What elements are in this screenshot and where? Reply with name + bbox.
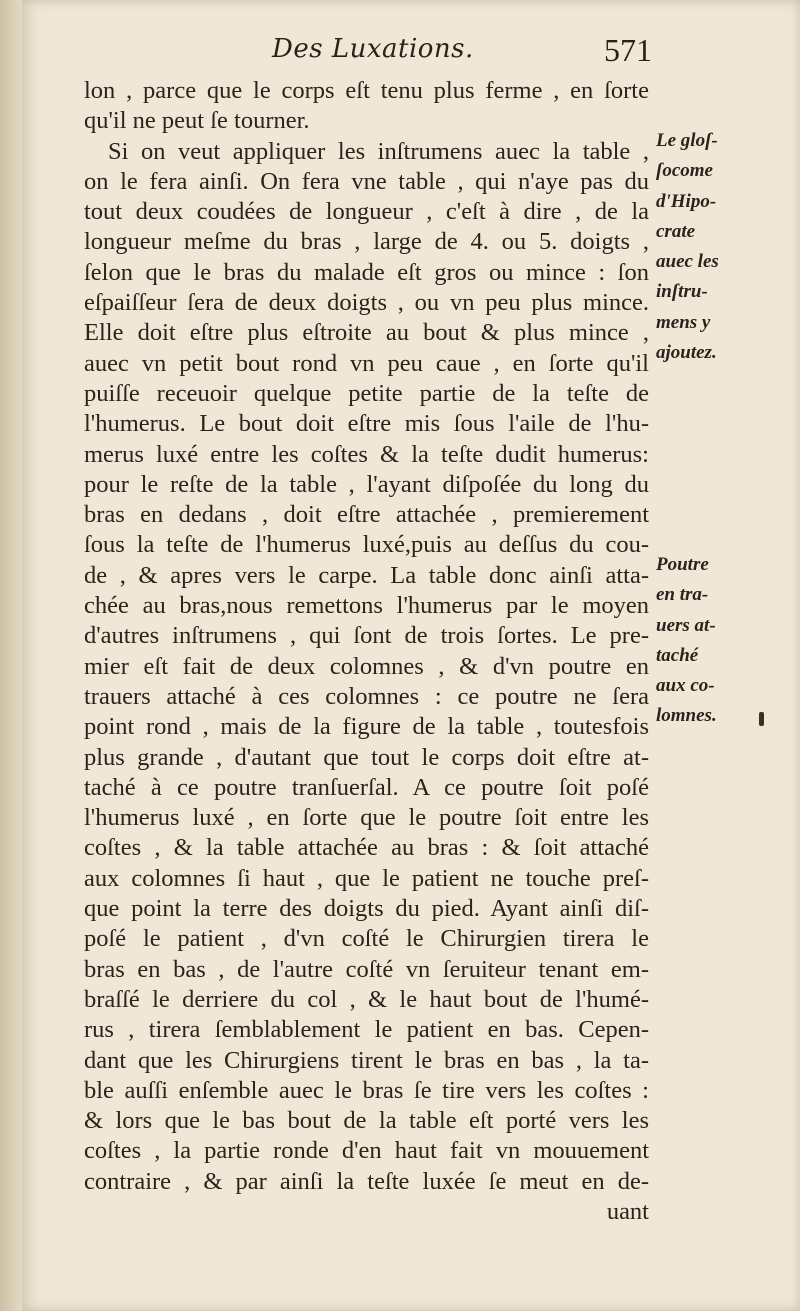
text-line: merus luxé entre les coſtes & la teſte dudit humerus: bbox=[84, 440, 649, 468]
text-line: de , & apres vers le carpe. La table donc ainſi atta- bbox=[84, 561, 649, 589]
text-line: taché à ce poutre tranſuerſal. A ce poutre ſoit poſé bbox=[84, 773, 649, 801]
text-line: pour le reſte de la table , l'ayant diſpoſée du long du bbox=[84, 470, 649, 498]
page-header bbox=[272, 34, 652, 74]
text-line: qu'il ne peut ſe tourner. bbox=[84, 107, 310, 135]
text-line: mier eſt fait de deux colomnes , & d'vn poutre en bbox=[84, 652, 649, 680]
text-line: bras en dedans , doit eſtre attachée , premierement bbox=[84, 501, 649, 529]
margin-note-line: d'Hipo- bbox=[656, 190, 717, 212]
text-line: auec vn petit bout rond vn peu caue , en ſorte qu'il bbox=[84, 349, 649, 377]
margin-note-line: Poutre bbox=[656, 554, 709, 575]
page-gutter-shadow bbox=[0, 0, 24, 1311]
margin-note-line: auec les bbox=[656, 251, 719, 273]
text-line: Si on veut appliquer les inſtrumens auec la table , bbox=[108, 137, 649, 165]
text-line: aux colomnes ſi haut , que le patient ne touche preſ- bbox=[84, 864, 649, 892]
text-line: puiſſe receuoir quelque petite partie de la teſte de bbox=[84, 379, 649, 407]
page-number: 571 bbox=[604, 32, 652, 68]
text-line: Elle doit eſtre plus eſtroite au bout & plus mince , bbox=[84, 319, 649, 347]
text-line: ble auſſi enſemble auec le bras ſe tire vers les coſtes : bbox=[84, 1076, 649, 1104]
text-line: braſſé le derriere du col , & le haut bout de l'humé- bbox=[84, 985, 649, 1013]
text-line: lon , parce que le corps eſt tenu plus ferme , en ſorte bbox=[84, 77, 649, 104]
text-line: & lors que le bas bout de la table eſt porté vers les bbox=[84, 1107, 649, 1135]
margin-note-line: aux co- bbox=[656, 675, 715, 697]
margin-note-line: uers at- bbox=[656, 614, 716, 636]
text-line: l'humerus. Le bout doit eſtre mis ſous l'aile de l'hu- bbox=[84, 410, 649, 438]
ink-speck bbox=[759, 712, 764, 726]
margin-note-line: mens y bbox=[656, 311, 711, 333]
margin-note-line: ſocome bbox=[656, 160, 713, 182]
text-line: point rond , mais de la figure de la table , toutesfois bbox=[84, 713, 649, 741]
text-line: dant que les Chirurgiens tirent le bras en bas , la ta- bbox=[84, 1046, 649, 1074]
text-line: que point la terre des doigts du pied. Ayant ainſi diſ- bbox=[84, 895, 649, 923]
text-line: coſtes , & la table attachée au bras : & ſoit attaché bbox=[84, 834, 649, 862]
margin-note-line: Le gloſ- bbox=[656, 130, 718, 151]
text-line: plus grande , d'autant que tout le corps doit eſtre at- bbox=[84, 743, 649, 771]
text-line: poſé le patient , d'vn coſté le Chirurgien tirera le bbox=[84, 925, 649, 953]
margin-note-line: inſtru- bbox=[656, 281, 708, 303]
text-line: eſpaiſſeur ſera de deux doigts , ou vn peu plus mince. bbox=[84, 289, 649, 317]
text-line: ſous la teſte de l'humerus luxé,puis au deſſus du cou- bbox=[84, 531, 649, 559]
text-line: l'humerus luxé , en ſorte que le poutre ſoit entre les bbox=[84, 804, 649, 832]
margin-note-line: taché bbox=[656, 644, 699, 666]
text-line: bras en bas , de l'autre coſté vn ſeruiteur tenant em- bbox=[84, 955, 649, 983]
text-line: chée au bras,nous remettons l'humerus par le moyen bbox=[84, 592, 649, 620]
margin-note-glossocome bbox=[656, 126, 766, 368]
book-page bbox=[22, 0, 800, 1311]
text-line: rus , tirera ſemblablement le patient en bas. Cepen- bbox=[84, 1016, 649, 1044]
text-line: coſtes , la partie ronde d'en haut fait vn mouuement bbox=[84, 1137, 649, 1165]
margin-note-line: en tra- bbox=[656, 584, 709, 606]
margin-note-line: ajoutez. bbox=[656, 342, 717, 364]
body-text bbox=[84, 76, 649, 1227]
text-line: ſelon que le bras du malade eſt gros ou mince : ſon bbox=[84, 258, 649, 286]
margin-note-poutre bbox=[656, 550, 766, 732]
text-line: uant bbox=[606, 1197, 649, 1225]
text-line: d'autres inſtrumens , qui ſont de trois ſortes. Le pre- bbox=[84, 622, 649, 650]
margin-note-line: lomnes. bbox=[656, 705, 717, 727]
text-line: longueur meſme du bras , large de 4. ou 5. doigts , bbox=[84, 228, 649, 256]
running-head: Des Luxations. bbox=[272, 34, 474, 64]
text-line: on le fera ainſi. On fera vne table , qui n'aye pas du bbox=[84, 167, 649, 195]
text-line: trauers attaché à ces colomnes : ce poutre ne ſera bbox=[84, 682, 649, 710]
text-line: contraire , & par ainſi la teſte luxée ſe meut en de- bbox=[84, 1167, 649, 1195]
margin-note-line: crate bbox=[656, 220, 696, 242]
text-line: tout deux coudées de longueur , c'eſt à dire , de la bbox=[84, 198, 649, 226]
